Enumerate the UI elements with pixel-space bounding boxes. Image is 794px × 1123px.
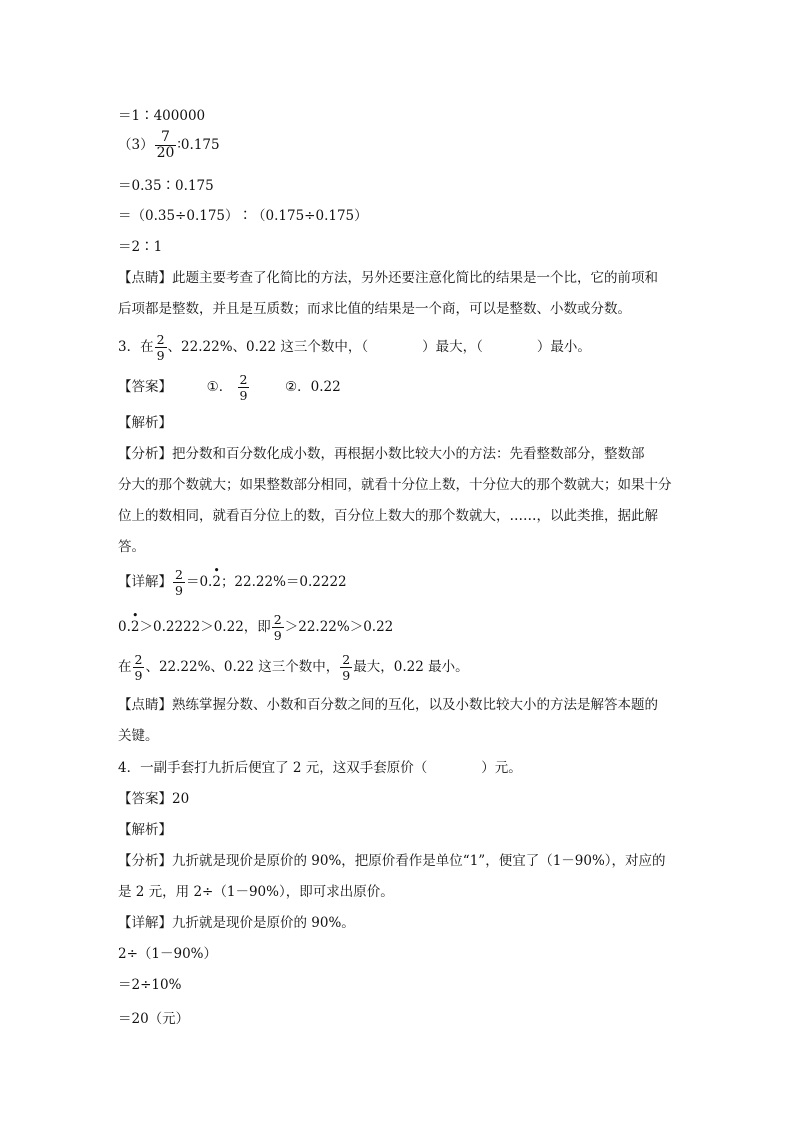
fraction-2-9 [173,567,185,598]
fraction-numerator: 7 [155,130,177,146]
fraction-numerator: 2 [342,652,351,667]
q4-fenxi-line1: 【分析】九折就是现价是原价的 90%，把原价看作是单位“1”，便宜了（1－90%），对应的 [118,853,666,869]
fraction-denominator: 9 [342,668,351,683]
fraction-numerator: 2 [175,567,183,582]
dianjing-line1: 【点睛】此题主要考查了化简比的方法，另外还要注意化简比的结果是一个比，它的前项和 [118,270,658,286]
fraction-7-20 [155,130,177,161]
q3-jiexi: 【解析】 [118,415,172,431]
fraction-denominator: 9 [175,583,183,598]
fraction-2-9 [155,332,167,363]
q4-xiangjie: 【详解】九折就是现价是原价的 90%。 [118,915,355,931]
q4-jiexi: 【解析】 [118,822,172,838]
dianjing-line2: 后项都是整数，并且是互质数；而求比值的结果是一个商，可以是整数、小数或分数。 [118,301,631,317]
fraction-denominator: 20 [156,145,175,161]
fraction-denominator: 9 [273,628,282,643]
q3-xiangjie [118,564,347,598]
q3-dianjing-line2: 关键。 [118,728,159,744]
fraction-2-9 [238,372,250,403]
fraction-denominator: 9 [134,668,143,683]
q4-step2: ＝2÷10% [118,977,182,993]
line-step1: ＝0.35∶0.175 [118,178,214,194]
final-mid: 、22.22%、0.22 这三个数中， [145,659,340,675]
fraction-denominator: 9 [239,388,248,403]
part3-suffix: ∶0.175 [177,137,220,153]
question-3 [118,332,591,363]
final-prefix: 在 [118,659,132,675]
fraction-2-9 [133,652,145,683]
fraction-numerator: 2 [239,372,248,387]
compare-zero: 0. [118,619,131,635]
q4-fenxi-line2: 是 2 元，用 2÷（1－90%），即可求出原价。 [118,884,394,900]
line-part3 [118,130,220,161]
xiangjie-label: 【详解】 [118,574,172,590]
q3-fenxi-line3: 位上的数相同，就看百分位上的数，百分位上数大的那个数就大，……，以此类推，据此解 [118,508,658,524]
answer-a-label: ①． [206,379,233,395]
line-ratio-result: ＝1∶400000 [118,108,206,124]
compare-mid: ＞0.2222＞0.22，即 [139,619,271,635]
fraction-2-9 [272,612,284,643]
question-4: 4．一副手套打九折后便宜了 2 元，这双手套原价（ ）元。 [118,760,522,776]
compare-end: ＞22.22%＞0.22 [284,619,394,635]
q3-fenxi-line4: 答。 [118,539,145,555]
line-step3: ＝2∶1 [118,239,163,255]
xiangjie-rest: ；22.22%＝0.2222 [220,574,347,590]
q3-dianjing-line1: 【点睛】熟练掌握分数、小数和百分数之间的互化，以及小数比较大小的方法是解答本题的 [118,697,658,713]
final-end: 最大，0.22 最小。 [353,659,469,675]
q3-fenxi-line2: 分大的那个数就大；如果整数部分相同，就看十分位上数，十分位大的那个数就大；如果十分 [118,477,672,493]
fraction-numerator: 2 [134,652,143,667]
q3-prefix: 3．在 [118,339,154,355]
q3-final [118,652,469,683]
answer-label: 【答案】 [118,379,172,395]
q4-step1: 2÷（1－90%） [118,946,217,962]
q3-fenxi-line1: 【分析】把分数和百分数化成小数，再根据小数比较大小的方法：先看整数部分，整数部 [118,446,645,462]
fraction-denominator: 9 [156,348,165,363]
answer-b: ②．0.22 [285,379,341,395]
fraction-2-9 [340,652,352,683]
fraction-numerator: 2 [273,612,282,627]
q3-answer [118,372,341,403]
q3-suffix: 、22.22%、0.22 这三个数中，（ ）最大，（ ）最小。 [167,339,591,355]
xiangjie-eq: ＝0. [185,574,213,590]
repeating-digit: • 2 [212,564,221,590]
q4-step3: ＝20（元） [118,1011,190,1027]
part3-prefix: （3） [118,137,154,153]
fraction-numerator: 2 [156,332,165,347]
q4-answer: 【答案】20 [118,791,190,807]
repeating-digit: • 2 [130,609,140,635]
q3-compare [118,609,394,643]
line-step2: ＝（0.35÷0.175）∶（0.175÷0.175） [118,208,368,224]
